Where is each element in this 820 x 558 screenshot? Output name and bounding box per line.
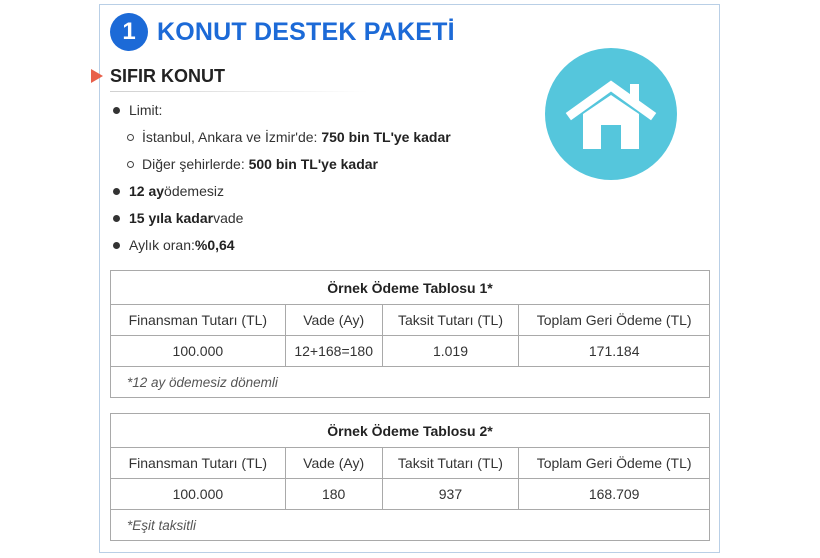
header-amount: Finansman Tutarı (TL)	[111, 305, 286, 336]
list-item-grace	[110, 178, 451, 205]
page-header	[110, 13, 455, 51]
sub-bullet-icon	[127, 134, 134, 141]
table-footnote: *12 ay ödemesiz dönemli	[111, 367, 710, 398]
header-amount: Finansman Tutarı (TL)	[111, 448, 286, 479]
cell-amount: 100.000	[111, 336, 286, 367]
page-title: KONUT DESTEK PAKETİ	[157, 17, 455, 46]
other-value: 500 bin TL'ye kadar	[248, 156, 378, 172]
list-item-rate	[110, 232, 451, 259]
list-subitem-istanbul	[110, 124, 451, 151]
header-term: Vade (Ay)	[285, 448, 382, 479]
cell-term: 12+168=180	[285, 336, 382, 367]
bullet-icon	[113, 215, 120, 222]
house-icon-circle	[545, 48, 677, 180]
term-label: vade	[213, 210, 244, 226]
rate-value: %0,64	[194, 237, 235, 253]
list-subitem-other	[110, 151, 451, 178]
house-icon	[545, 48, 677, 180]
header-installment: Taksit Tutarı (TL)	[382, 448, 519, 479]
cell-total: 171.184	[519, 336, 710, 367]
list-item-term	[110, 205, 451, 232]
limit-label: Limit:	[129, 102, 163, 118]
payment-table-2	[110, 413, 710, 541]
header-installment: Taksit Tutarı (TL)	[382, 305, 519, 336]
istanbul-value: 750 bin TL'ye kadar	[321, 129, 451, 145]
table-footnote: *Eşit taksitli	[111, 510, 710, 541]
table-caption: Örnek Ödeme Tablosu 2*	[111, 414, 710, 448]
section-subtitle: SIFIR KONUT	[110, 66, 225, 86]
term-value: 15 yıla kadar	[129, 210, 214, 226]
istanbul-label: İstanbul, Ankara ve İzmir'de:	[142, 129, 318, 145]
sub-bullet-icon	[127, 161, 134, 168]
cell-total: 168.709	[519, 479, 710, 510]
grace-value: 12 ay	[129, 183, 165, 199]
header-total: Toplam Geri Ödeme (TL)	[519, 448, 710, 479]
list-item-limit	[110, 97, 451, 124]
cell-installment: 937	[382, 479, 519, 510]
bullet-icon	[113, 242, 120, 249]
arrow-marker-icon	[91, 69, 103, 83]
table-caption: Örnek Ödeme Tablosu 1*	[111, 271, 710, 305]
bullet-icon	[113, 188, 120, 195]
table-header-row	[111, 448, 710, 479]
other-label: Diğer şehirlerde:	[142, 156, 245, 172]
feature-list	[110, 97, 451, 259]
payment-table-1	[110, 270, 710, 398]
bullet-icon	[113, 107, 120, 114]
header-total: Toplam Geri Ödeme (TL)	[519, 305, 710, 336]
header-term: Vade (Ay)	[285, 305, 382, 336]
grace-label: ödemesiz	[164, 183, 224, 199]
table-row	[111, 336, 710, 367]
table-header-row	[111, 305, 710, 336]
table-row	[111, 479, 710, 510]
cell-term: 180	[285, 479, 382, 510]
cell-amount: 100.000	[111, 479, 286, 510]
cell-installment: 1.019	[382, 336, 519, 367]
rate-label: Aylık oran:	[129, 237, 195, 253]
subtitle-divider	[110, 91, 368, 92]
number-badge: 1	[110, 13, 148, 51]
